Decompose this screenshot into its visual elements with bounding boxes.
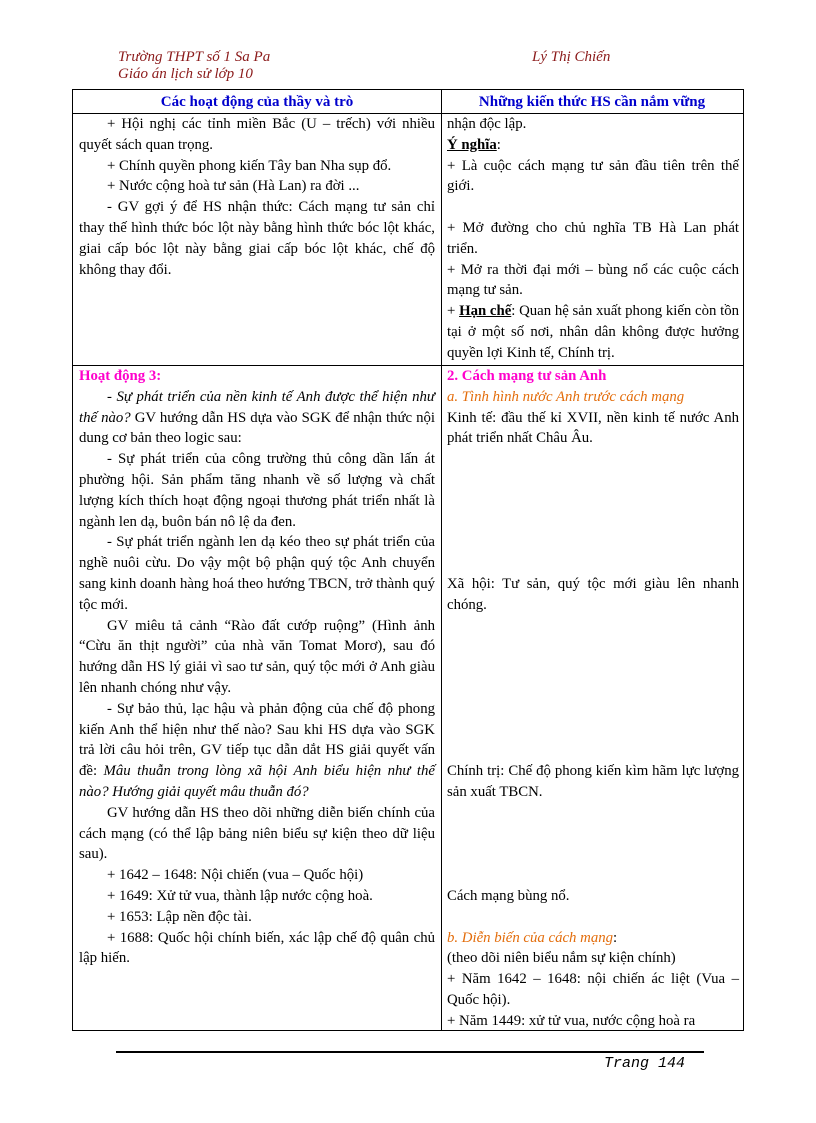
paragraph: + Là cuộc cách mạng tư sản đầu tiên trên thế giới. <box>447 157 739 195</box>
question-italic: Sự phát triển của nền kinh tế Anh được thể hiện như thế nào? <box>79 388 435 426</box>
paragraph: Cách mạng bùng nổ. <box>447 887 570 904</box>
paragraph: nhận độc lập. <box>447 116 527 132</box>
event-item: + 1653: Lập nền độc tài. <box>107 908 252 925</box>
paragraph: + Hội nghị các tỉnh miền Bắc (U – trếch) với nhiều quyết sách quan trọng. <box>79 116 435 153</box>
lesson-table <box>72 89 744 1031</box>
paragraph: (theo dõi niên biểu nắm sự kiện chính) <box>447 950 676 967</box>
paragraph <box>79 699 435 803</box>
paragraph: - Sự phát triển của công trường thủ công dần lấn át phường hội. Sản phẩm tăng nhanh về số lượng và chất lượng kích thích hoạt động ngoại thương phát triển nhất là ngành len dạ, buôn bán nô lệ da đen. <box>79 451 435 530</box>
subheading: a. Tình hình nước Anh trước cách mạng <box>447 388 685 405</box>
teacher-name: Lý Thị Chiến <box>532 49 611 65</box>
question-rest: GV hướng dẫn HS dựa vào SGK để nhận thức nội dung cơ bản theo logic sau: <box>79 409 435 447</box>
row1-activities <box>79 114 435 280</box>
paragraph: Xã hội: Tư sản, quý tộc mới giàu lên nhanh chóng. <box>447 575 739 613</box>
school-name: Trường THPT số 1 Sa Pa <box>118 49 271 65</box>
section-heading: 2. Cách mạng tư sản Anh <box>447 368 607 384</box>
page-number: Trang 144 <box>604 1055 686 1072</box>
prefix: + <box>447 303 460 320</box>
paragraph: GV hướng dẫn HS theo dõi những diễn biến chính của cách mạng (có thể lập bảng niên biểu sự kiện theo dữ liệu sau). <box>79 804 435 863</box>
row2-knowledge <box>447 366 739 1032</box>
paragraph: + Mở ra thời đại mới – bùng nổ các cuộc cách mạng tư sản. <box>447 261 739 299</box>
event-item: + 1688: Quốc hội chính biến, xác lập chế độ quân chủ lập hiến. <box>79 929 435 967</box>
lesson-subtitle: Giáo án lịch sử lớp 10 <box>118 66 253 82</box>
colon: : <box>613 929 618 946</box>
prefix: - <box>107 388 117 405</box>
paragraph: - Sự phát triển ngành len dạ kéo theo sự phát triển của nghề nuôi cừu. Do vậy một bộ phận quý tộc Anh chuyển sang kinh doanh hàng hoá theo hướng TBCN, trở thành quý tộc mới. <box>79 534 435 613</box>
subheading <box>447 928 739 949</box>
paragraph: + Chính quyền phong kiến Tây ban Nha sụp đổ. <box>107 157 392 174</box>
paragraph: Chính trị: Chế độ phong kiến kìm hãm lực lượng sản xuất TBCN. <box>447 763 739 800</box>
event-item: + 1642 – 1648: Nội chiến (vua – Quốc hội) <box>107 867 364 884</box>
question-italic: Mâu thuẫn trong lòng xã hội Anh biểu hiện như thế nào? Hướng giải quyết mâu thuẫn đó? <box>79 763 435 800</box>
limitation-text: : Quan hệ sản xuất phong kiến còn tồn tại ở một số nơi, nhân dân không được hưởng quyền lợi Kinh tế, Chính trị. <box>447 303 740 361</box>
text: - Sự bảo thủ, lạc hậu và phản động của chế độ phong kiến Anh thể hiện như thế nào? Sau khi HS dựa vào SGK trả lời câu hỏi trên, GV tiếp tục dẫn dắt HS giải quyết vấn đề: <box>79 700 435 780</box>
limitation-paragraph <box>447 301 739 363</box>
event-item: + Năm 1449: xử tử vua, nước cộng hoà ra <box>447 1012 696 1029</box>
colon: : <box>496 136 501 153</box>
limitation-label: Hạn chế <box>459 303 512 320</box>
paragraph <box>79 387 435 449</box>
meaning-heading <box>447 135 739 156</box>
paragraph: + Nước cộng hoà tư sản (Hà Lan) ra đời ... <box>107 178 360 195</box>
meaning-label: Ý nghĩa <box>447 136 497 153</box>
row1-knowledge <box>447 114 739 364</box>
subheading-b: b. Diễn biến của cách mạng <box>447 929 614 946</box>
event-item: + Năm 1642 – 1648: nội chiến ác liệt (Vua – Quốc hội). <box>447 971 739 1008</box>
col-header-activities: Các hoạt động của thầy và trò <box>160 94 354 110</box>
row2-activities <box>79 366 435 969</box>
paragraph: GV miêu tả cảnh “Rào đất cướp ruộng” (Hình ảnh “Cừu ăn thịt người” của nhà văn Tomat Morơ), sau đó hướng dẫn HS lý giải vì sao tư sản, quý tộc mới ở Anh giàu lên nhanh chóng như vậy. <box>79 617 435 696</box>
column-divider <box>441 90 442 1030</box>
col-header-knowledge: Những kiến thức HS cần nắm vững <box>478 94 706 110</box>
activity-heading: Hoạt động 3: <box>79 368 162 384</box>
footer-rule <box>116 1051 704 1053</box>
paragraph: + Mở đường cho chủ nghĩa TB Hà Lan phát triển. <box>447 219 739 257</box>
paragraph: - GV gợi ý để HS nhận thức: Cách mạng tư sản chỉ thay thế hình thức bóc lột này bằng hình thức bóc lột khác, giai cấp bóc lột này bằng giai cấp bóc lột khác, chế độ không thay đổi. <box>79 199 435 278</box>
event-item: + 1649: Xử tử vua, thành lập nước cộng hoà. <box>107 887 373 904</box>
paragraph: Kinh tế: đầu thế kỉ XVII, nền kinh tế nước Anh phát triển nhất Châu Âu. <box>447 409 739 447</box>
